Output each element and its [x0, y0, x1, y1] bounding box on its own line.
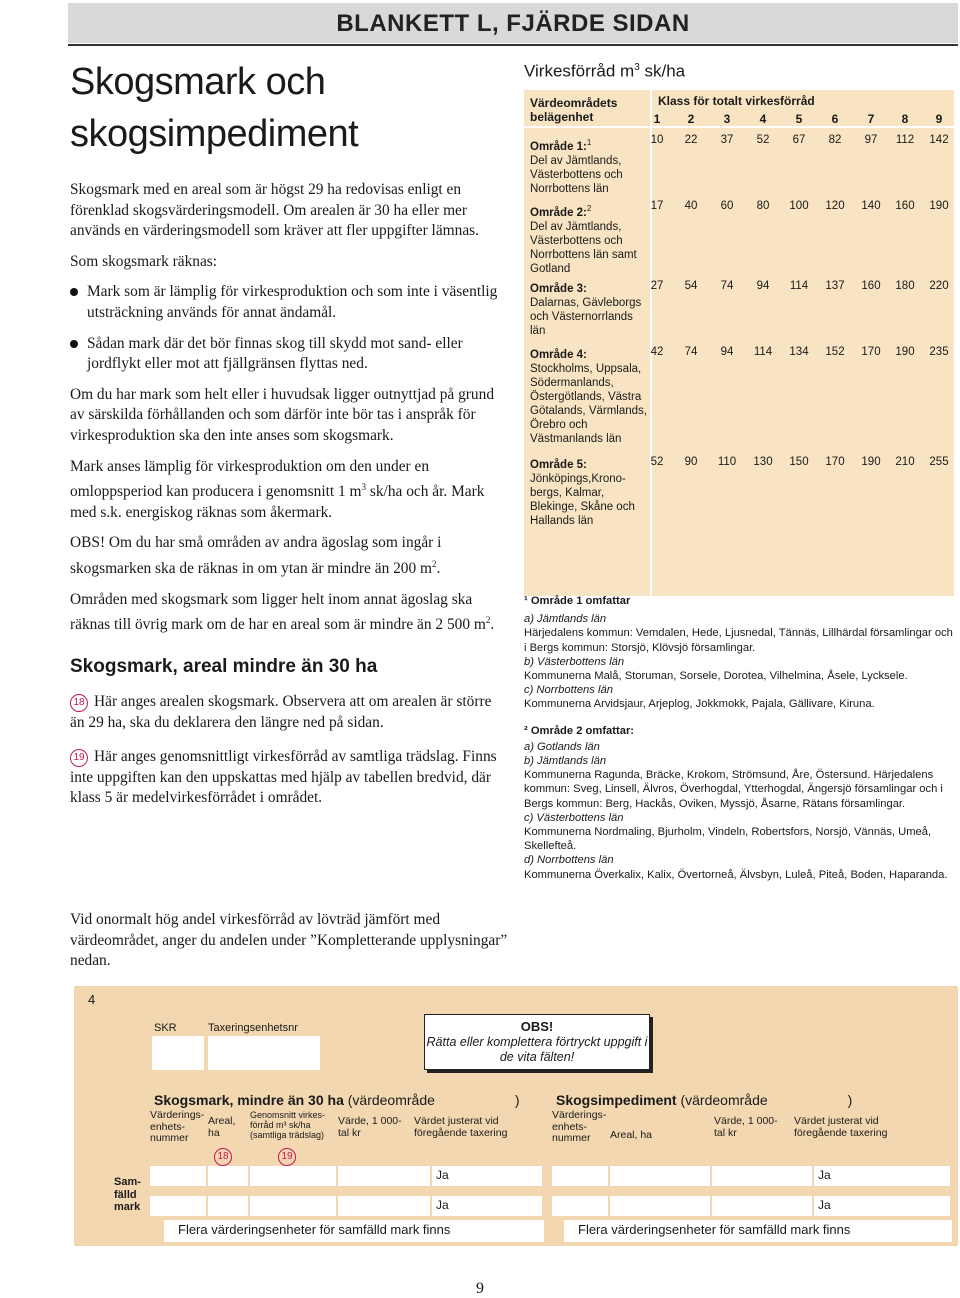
closing-paragraph: Vid onormalt hög andel virkesförråd av lövträd jämfört med värdeområdet, anger du andelen under ”Kompletterande upplysningar” nedan.: [70, 911, 508, 970]
samfalld-label: Sam-fälld mark: [114, 1176, 141, 1213]
table-cell-r1-c1: 10: [650, 134, 664, 146]
row2-volume-field[interactable]: [250, 1196, 336, 1216]
unused-land-paragraph: Om du har mark som helt eller i huvudsak ligger outnyttjad på grund av särskilda förhållanden och som därför inte bör tas i anspråk för virkesproduktion ska den inte anses som skogsmark.: [70, 385, 495, 444]
footnote-2-heading: ² Område 2 omfattar:: [524, 724, 635, 737]
area-row-5: Område 5: Jönköpings,Krono-bergs, Kalmar, Blekinge, Skåne och Hallands län: [530, 459, 635, 527]
class-column-header: Klass för totalt virkesförråd: [658, 94, 815, 108]
col-area: Areal, ha: [208, 1115, 236, 1139]
table-cell-r5-c9: 255: [929, 456, 949, 468]
class-number-1: 1: [653, 112, 661, 126]
bullet-text-1: Mark som är lämplig för virkesproduktion och som inte i väsentlig utsträckning används för annat ändamål.: [87, 283, 498, 321]
circled-18-icon: 18: [214, 1148, 232, 1166]
table-title: Virkesförråd $m^3$ sk/ha: [524, 61, 686, 81]
section-number: 4: [88, 992, 96, 1007]
table-cell-r4-c2: 74: [684, 346, 698, 358]
multiple-units-text-right: Flera värderingsenheter för samfälld mark finns: [578, 1222, 851, 1237]
row1-ja-label-2: Ja: [818, 1168, 831, 1182]
row2-valuation-number-field-2[interactable]: [552, 1196, 608, 1216]
table-cell-r2-c9: 190: [929, 200, 949, 212]
table-cell-r5-c1: 52: [650, 456, 664, 468]
row2-ja-label-2: Ja: [818, 1198, 831, 1212]
table-cell-r3-c7: 160: [861, 280, 881, 292]
table-cell-r1-c8: 112: [895, 134, 915, 146]
obs-notice: OBS! Rätta eller komplettera förtryckt uppgift i de vita fälten!: [424, 1014, 650, 1070]
footnote-2c: c) Västerbottens län Kommunerna Nordmaling, Bjurholm, Vindeln, Robertsfors, Norsjö, Vännäs, Umeå, Skellefteå.: [524, 811, 932, 853]
footnotes: [524, 584, 956, 882]
suitable-land-paragraph: Mark anses lämplig för virkesproduktion om den under en omloppsperiod kan producera i genomsnitt 1 $m^3$ sk/ha och år. Mark med s.k. energiskog räknas som åkermark.: [70, 457, 485, 521]
table-cell-r4-c3: 94: [720, 346, 734, 358]
footnote-1a: a) Jämtlands län Härjedalens kommun: Vemdalen, Hede, Ljusnedal, Tännäs, Lillhärdal församlingar och i Bergs kommun: Storsjö, Klövsjö församlingar.: [524, 613, 953, 654]
skr-field[interactable]: [152, 1036, 204, 1070]
col-value-2: Värde, 1 000-tal kr: [714, 1115, 778, 1139]
col-value: Värde, 1 000-tal kr: [338, 1115, 402, 1139]
skr-label: SKR: [154, 1022, 177, 1034]
table-cell-r3-c6: 137: [825, 280, 845, 292]
table-cell-r2-c6: 120: [825, 200, 845, 212]
page-header-title: BLANKETT L, FJÄRDE SIDAN: [336, 10, 690, 37]
row1-adjusted-field-2[interactable]: [814, 1166, 950, 1186]
table-cell-r1-c3: 37: [720, 134, 734, 146]
class-number-5: 5: [795, 112, 803, 126]
row2-area-field-2[interactable]: [610, 1196, 710, 1216]
table-divider: [650, 90, 652, 596]
footnote-2d: d) Norrbottens län Kommunerna Överkalix, Kalix, Övertorneå, Älvsbyn, Luleå, Piteå, Boden, Haparanda.: [524, 854, 948, 881]
footnote-2b: b) Jämtlands län Kommunerna Ragunda, Bräcke, Krokom, Strömsund, Åre, Östersund. Härjedalens kommun: Sveg, Linsell, Älvros, Överhogdal, Ytterhogdal, Ängersjö församlingar och i Bergs kommun: Berg, Hackås, Oviken, Myssjö, Åsarne, Rätans församlingar.: [524, 755, 943, 810]
bullet-text-2: Sådan mark där det bör finnas skog till skydd mot sand- eller jordflykt eller mot att fjällgränsen flyttas ned.: [87, 334, 463, 373]
table-cell-r5-c4: 130: [753, 456, 773, 468]
class-number-8: 8: [901, 112, 909, 126]
table-cell-r3-c8: 180: [895, 280, 915, 292]
item-19-paragraph: 19 Här anges genomsnittligt virkesförråd av samtliga trädslag. Finns inte uppgiften kan den uppskattas med hjälp av tabellen bredvid, där klass 5 är medelvirkesförrådet i området.: [70, 748, 497, 807]
table-cell-r2-c2: 40: [684, 200, 698, 212]
table-cell-r2-c7: 140: [861, 200, 881, 212]
row1-valuation-number-field[interactable]: [150, 1166, 206, 1186]
section-subtitle: Skogsmark, areal mindre än 30 ha: [70, 656, 378, 678]
table-cell-r5-c3: 110: [717, 456, 737, 468]
table-cell-r2-c8: 160: [895, 200, 915, 212]
table-cell-r4-c5: 134: [789, 346, 809, 358]
class-number-9: 9: [935, 112, 943, 126]
class-number-7: 7: [867, 112, 875, 126]
impediment-title: Skogsimpediment (värdeområde ): [556, 1092, 853, 1108]
row2-value-field[interactable]: [338, 1196, 430, 1216]
volume-table: [524, 90, 954, 596]
bullet-item-2: [70, 334, 502, 375]
footnote-1-heading: ¹ Område 1 omfattar: [524, 595, 631, 607]
table-cell-r4-c6: 152: [825, 346, 845, 358]
table-cell-r3-c9: 220: [929, 280, 949, 292]
page-number: 9: [476, 1280, 484, 1297]
table-cell-r3-c3: 74: [720, 280, 734, 292]
row2-ja-label: Ja: [436, 1198, 449, 1212]
table-header-line: [524, 126, 954, 128]
table-cell-r2-c5: 100: [789, 200, 809, 212]
table-cell-r2-c3: 60: [720, 200, 734, 212]
row2-valuation-number-field[interactable]: [150, 1196, 206, 1216]
item-18-paragraph: 18 Här anges arealen skogsmark. Observera att om arealen är större än 29 ha, ska du deklarera den längre ned på sidan.: [70, 693, 492, 731]
table-cell-r4-c4: 114: [753, 346, 773, 358]
table-cell-r2-c4: 80: [756, 200, 770, 212]
within-land-paragraph: Områden med skogsmark som ligger helt inom annat ägoslag ska räknas till övrig mark om de har en areal som är mindre än 2 500 $m^2$.: [70, 590, 495, 634]
tax-form-section: [74, 986, 958, 1246]
multiple-units-text-left: Flera värderingsenheter för samfälld mark finns: [178, 1222, 451, 1237]
row1-volume-field[interactable]: [250, 1166, 336, 1186]
bullet-dot-icon: [70, 288, 78, 296]
row1-area-field[interactable]: [208, 1166, 248, 1186]
table-cell-r5-c6: 170: [825, 456, 845, 468]
main-title-line2: skogsimpediment: [70, 113, 359, 155]
table-cell-r1-c4: 52: [756, 134, 770, 146]
circled-19-icon: 19: [278, 1148, 296, 1166]
obs-paragraph: OBS! Om du har små områden av andra ägoslag som ingår i skogsmarken ska de räknas in om ytan är mindre än 200 $m^2$.: [70, 534, 442, 578]
footnote-1c: c) Norrbottens län Kommunerna Arvidsjaur, Arjeplog, Jokkmokk, Pajala, Gällivare, Kiruna.: [524, 684, 875, 711]
row2-area-field[interactable]: [208, 1196, 248, 1216]
row1-value-field[interactable]: [338, 1166, 430, 1186]
row2-adjusted-field-2[interactable]: [814, 1196, 950, 1216]
intro-paragraph: Skogsmark med en areal som är högst 29 ha redovisas enligt en förenklad skogsvärderingsmodell. Om arealen är 30 ha eller mer används en värderingsmodell som kräver att fler uppgifter lämnas.: [70, 181, 480, 240]
row1-valuation-number-field-2[interactable]: [552, 1166, 608, 1186]
forest-small-title: Skogsmark, mindre än 30 ha (värdeområde ): [154, 1092, 520, 1108]
class-number-6: 6: [831, 112, 839, 126]
col-average-volume: Genomsnitt virkes-förråd m³ sk/ha (samtliga trädslag): [250, 1110, 326, 1140]
tax-unit-label: Taxeringsenhetsnr: [208, 1022, 298, 1034]
table-cell-r4-c7: 170: [861, 346, 881, 358]
footnote-2a: a) Gotlands län: [524, 740, 600, 753]
table-cell-r1-c9: 142: [929, 134, 949, 146]
table-cell-r2-c1: 17: [650, 200, 664, 212]
table-cell-r3-c2: 54: [684, 280, 698, 292]
row1-area-field-2[interactable]: [610, 1166, 710, 1186]
table-cell-r4-c8: 190: [895, 346, 915, 358]
table-cell-r3-c4: 94: [756, 280, 770, 292]
right-column: [524, 56, 954, 881]
row1-value-field-2[interactable]: [712, 1166, 812, 1186]
bullet-item-1: [70, 282, 502, 323]
table-cell-r4-c9: 235: [929, 346, 949, 358]
col-adjusted: Värdet justerat vid föregående taxering: [414, 1115, 508, 1139]
counts-as-heading: Som skogsmark räknas:: [70, 252, 218, 270]
area-row-2: Område 2:$^2$ Del av Jämtlands, Västerbottens och Norrbottens län samt Gotland: [530, 204, 637, 275]
row2-value-field-2[interactable]: [712, 1196, 812, 1216]
table-cell-r3-c1: 27: [650, 280, 664, 292]
bullet-dot-icon: [70, 340, 78, 348]
table-cell-r5-c7: 190: [861, 456, 881, 468]
left-column: [70, 56, 502, 809]
table-cell-r4-c1: 42: [650, 346, 664, 358]
area-row-1: Område 1:$^1$ Del av Jämtlands, Västerbottens och Norrbottens län: [530, 138, 623, 195]
table-cell-r1-c2: 22: [684, 134, 698, 146]
col-valuation-number: Värderings-enhets-nummer: [150, 1109, 205, 1144]
table-cell-r5-c2: 90: [684, 456, 698, 468]
class-number-4: 4: [759, 112, 767, 126]
circled-19-icon: 19: [70, 749, 88, 767]
area-row-3: Område 3: Dalarnas, Gävleborgs och Västernorrlands län: [530, 283, 642, 337]
table-cell-r5-c8: 210: [895, 456, 915, 468]
footnote-1b: b) Västerbottens län Kommunerna Malå, Storuman, Sorsele, Dorotea, Vilhelmina, Åsele, Lycksele.: [524, 655, 908, 683]
row1-ja-label: Ja: [436, 1168, 449, 1182]
class-number-3: 3: [723, 112, 731, 126]
table-cell-r1-c6: 82: [828, 134, 842, 146]
table-cell-r1-c5: 67: [792, 134, 806, 146]
area-row-4: Område 4: Stockholms, Uppsala, Södermanlands, Östergötlands, Västra Götalands, Värmlands, Örebro och Västmanlands län: [530, 349, 647, 445]
header-bar: [68, 3, 958, 43]
tax-unit-field[interactable]: [208, 1036, 320, 1070]
area-column-header: Värdeområdets belägenhet: [530, 96, 618, 124]
table-cell-r1-c7: 97: [864, 134, 878, 146]
class-number-2: 2: [687, 112, 695, 126]
table-cell-r5-c5: 150: [789, 456, 809, 468]
col-valuation-number-2: Värderings-enhets-nummer: [552, 1109, 607, 1144]
col-area-2: Areal, ha: [610, 1129, 653, 1141]
header-rule: [68, 44, 958, 46]
circled-18-icon: 18: [70, 694, 88, 712]
main-title-line1: Skogsmark och: [70, 61, 326, 103]
col-adjusted-2: Värdet justerat vid föregående taxering: [794, 1115, 888, 1139]
table-cell-r3-c5: 114: [789, 280, 809, 292]
